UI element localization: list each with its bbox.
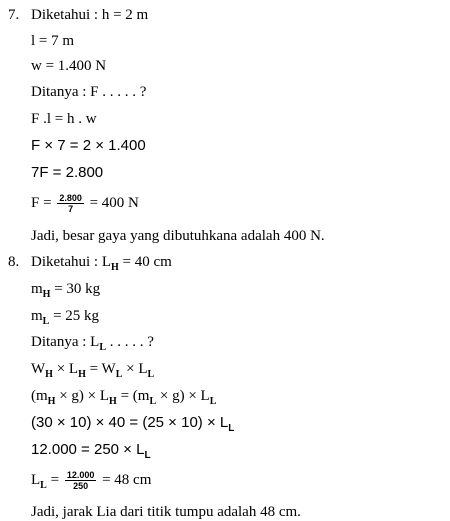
- eq-subscript: L: [228, 423, 235, 434]
- eq-subscript: L: [149, 396, 157, 407]
- subscript-L: L: [99, 342, 106, 353]
- problem-7-asked: Ditanya : F . . . . . ?: [31, 84, 147, 100]
- problem-8-equation-4: [31, 441, 151, 465]
- subscript-H: H: [42, 289, 51, 300]
- eq-subscript: H: [78, 369, 86, 380]
- eq-part: × L: [52, 361, 79, 377]
- problem-7-step-3: 7F = 2.800: [31, 164, 104, 181]
- problem-7-given: Diketahui : h = 2 m: [31, 7, 149, 23]
- problem-8-conclusion: Jadi, jarak Lia dari titik tumpu adalah 48 cm.: [31, 504, 301, 520]
- eq-subscript: L: [40, 480, 47, 491]
- problem-8-given: [31, 253, 172, 277]
- eq-part: (30 × 10) × 40 = (25 × 10) × L: [31, 414, 229, 431]
- eq5-fraction: [65, 470, 97, 491]
- asked-suffix: . . . . . ?: [106, 334, 154, 350]
- problem-7-length: l = 7 m: [31, 33, 75, 49]
- problem-8-mass-H: [31, 280, 100, 304]
- fraction-denominator: 250: [73, 481, 89, 492]
- eq-subscript: L: [209, 396, 217, 407]
- eq-subscript: H: [47, 396, 56, 407]
- mass-symbol: m: [31, 308, 43, 324]
- fraction-denominator: 7: [68, 204, 74, 215]
- step-4-result: = 400 N: [85, 195, 139, 211]
- eq-part: = W: [85, 361, 116, 377]
- eq-part: × g) × L: [156, 388, 210, 404]
- fraction-numerator: 2.800: [59, 193, 82, 204]
- given-suffix: = 40 cm: [118, 254, 172, 270]
- problem-8-mass-L: [31, 307, 99, 331]
- eq-part: × g) × L: [55, 388, 110, 404]
- eq-result: = 48 cm: [98, 472, 152, 488]
- eq-part: W: [31, 361, 46, 377]
- step-4-left: F =: [31, 195, 56, 211]
- mass-value: = 30 kg: [50, 281, 101, 297]
- problem-7-weight: w = 1.400 N: [31, 58, 107, 74]
- eq-part: L: [31, 472, 41, 488]
- problem-8-equation-5: [31, 467, 151, 499]
- problem-7-step-2: F × 7 = 2 × 1.400: [31, 137, 146, 154]
- eq-subscript: L: [115, 369, 123, 380]
- eq-subscript: H: [45, 369, 53, 380]
- mass-value: = 25 kg: [49, 308, 100, 324]
- subscript-H: H: [110, 262, 119, 273]
- mass-symbol: m: [31, 281, 43, 297]
- problem-8-number: 8.: [8, 254, 20, 270]
- eq-subscript: H: [109, 396, 117, 407]
- eq-part: × L: [122, 361, 148, 377]
- problem-7-conclusion: Jadi, besar gaya yang dibutuhkana adalah 400 N.: [31, 228, 325, 244]
- problem-8-asked: [31, 333, 154, 357]
- eq-part: =: [46, 472, 63, 488]
- eq-subscript: L: [144, 450, 151, 461]
- step-4-fraction: [57, 193, 84, 214]
- eq-subscript: L: [147, 369, 155, 380]
- fraction-numerator: 12.000: [66, 470, 95, 481]
- problem-8-equation-1: [31, 360, 154, 384]
- problem-7-number: 7.: [8, 7, 20, 23]
- eq-part: (m: [31, 388, 48, 404]
- problem-8-equation-2: [31, 387, 216, 411]
- subscript-L: L: [42, 316, 50, 327]
- asked-prefix: Ditanya : L: [31, 334, 100, 350]
- problem-8-equation-3: [31, 414, 234, 438]
- eq-part: = (m: [116, 388, 150, 404]
- given-prefix: Diketahui : L: [31, 254, 111, 270]
- eq-part: 12.000 = 250 × L: [31, 441, 145, 458]
- problem-7-step-4: [31, 190, 139, 216]
- problem-7-step-1: F .l = h . w: [31, 111, 97, 127]
